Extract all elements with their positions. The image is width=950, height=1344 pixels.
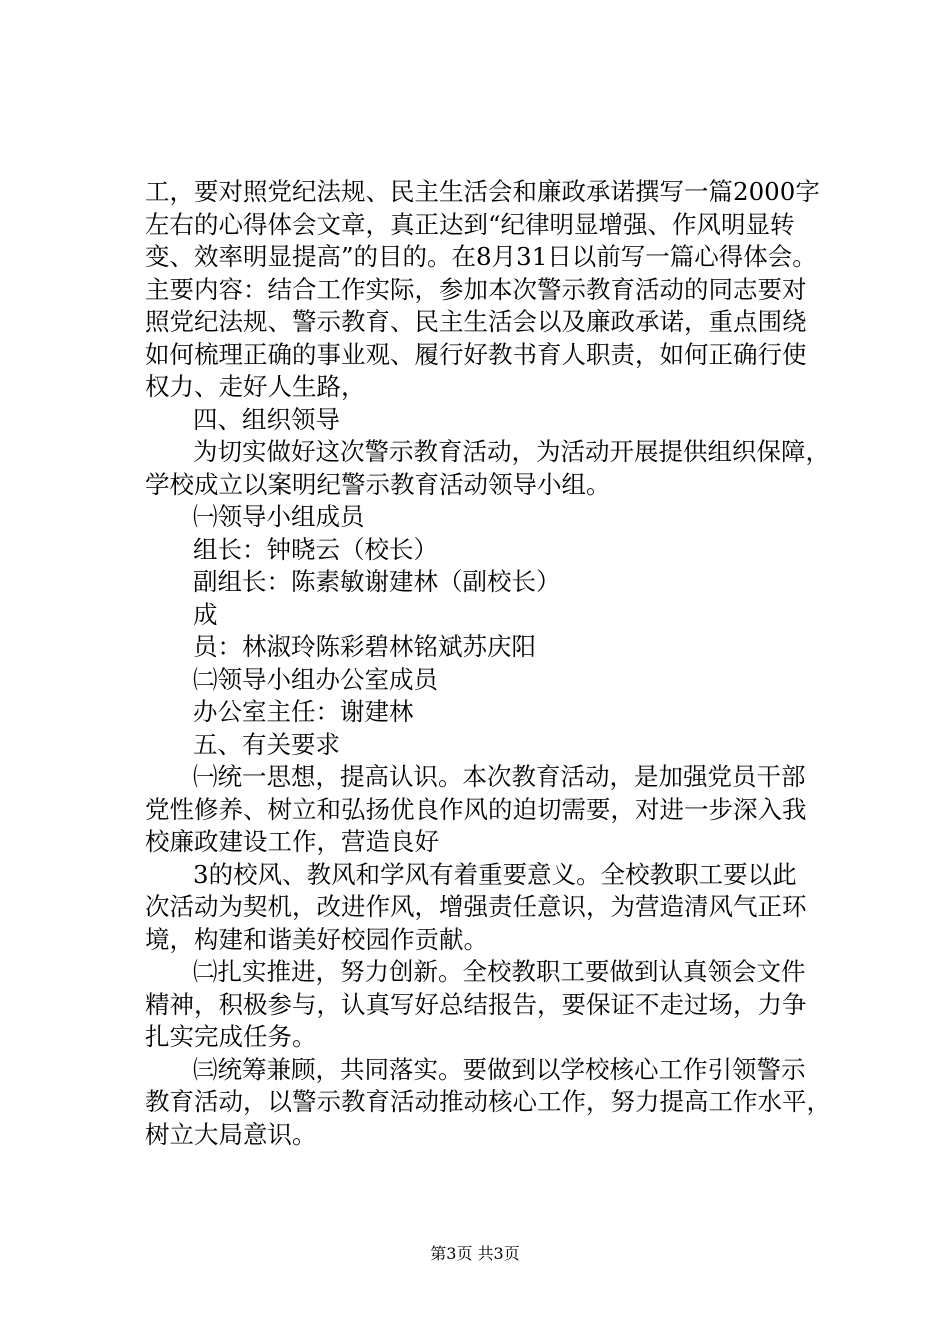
text-line: 教育活动，以警示教育活动推动核心工作，努力提高工作水平，: [145, 1087, 831, 1116]
text-line: 次活动为契机，改进作风，增强责任意识，为营造清风气正环: [145, 892, 807, 921]
document-body: [145, 176, 831, 1151]
text-line: 四、组织领导: [193, 404, 340, 434]
text-line: 员：林淑玲陈彩碧林铭斌苏庆阳: [193, 632, 536, 661]
text-line: 变、效率明显提高”的目的。在8月31日以前写一篇心得体会。: [145, 242, 817, 271]
text-line: 权力、走好人生路，: [145, 372, 366, 401]
text-line: ㈡领导小组办公室成员: [193, 664, 438, 694]
text-line: 3的校风、教风和学风有着重要意义。全校教职工要以此: [193, 859, 797, 889]
text-line: 如何梳理正确的事业观、履行好教书育人职责，如何正确行使: [145, 339, 807, 369]
text-line: 工，要对照党纪法规、民主生活会和廉政承诺撰写一篇2000字: [145, 177, 820, 206]
text-line: 树立大局意识。: [145, 1119, 317, 1149]
text-line: 扎实完成任务。: [145, 1022, 317, 1051]
text-line: 左右的心得体会文章，真正达到“纪律明显增强、作风明显转: [145, 209, 795, 239]
text-line: 组长：钟晓云（校长）: [193, 534, 438, 564]
page-footer: 第3页 共3页: [430, 1244, 520, 1263]
text-line: 成: [193, 599, 218, 629]
text-line: 五、有关要求: [193, 729, 340, 759]
text-line: 办公室主任：谢建林: [193, 697, 414, 726]
text-line: 为切实做好这次警示教育活动，为活动开展提供组织保障，: [193, 437, 830, 466]
text-line: ㈠统一思想，提高认识。本次教育活动，是加强党员干部: [193, 762, 806, 791]
text-line: 副组长：陈素敏谢建林（副校长）: [193, 567, 561, 596]
text-line: 精神，积极参与，认真写好总结报告，要保证不走过场，力争: [145, 989, 807, 1019]
text-line: 学校成立以案明纪警示教育活动领导小组。: [145, 469, 611, 499]
text-line: 境，构建和谐美好校园作贡献。: [145, 924, 488, 954]
text-line: ㈢统筹兼顾，共同落实。要做到以学校核心工作引领警示: [193, 1054, 806, 1084]
text-line: ㈡扎实推进，努力创新。全校教职工要做到认真领会文件: [193, 957, 806, 986]
text-line: 主要内容：结合工作实际，参加本次警示教育活动的同志要对: [145, 274, 807, 304]
text-line: 校廉政建设工作，营造良好: [145, 827, 439, 856]
text-line: 党性修养、树立和弘扬优良作风的迫切需要，对进一步深入我: [145, 794, 807, 824]
text-line: ㈠领导小组成员: [193, 502, 365, 531]
text-line: 照党纪法规、警示教育、民主生活会以及廉政承诺，重点围绕: [145, 307, 807, 336]
